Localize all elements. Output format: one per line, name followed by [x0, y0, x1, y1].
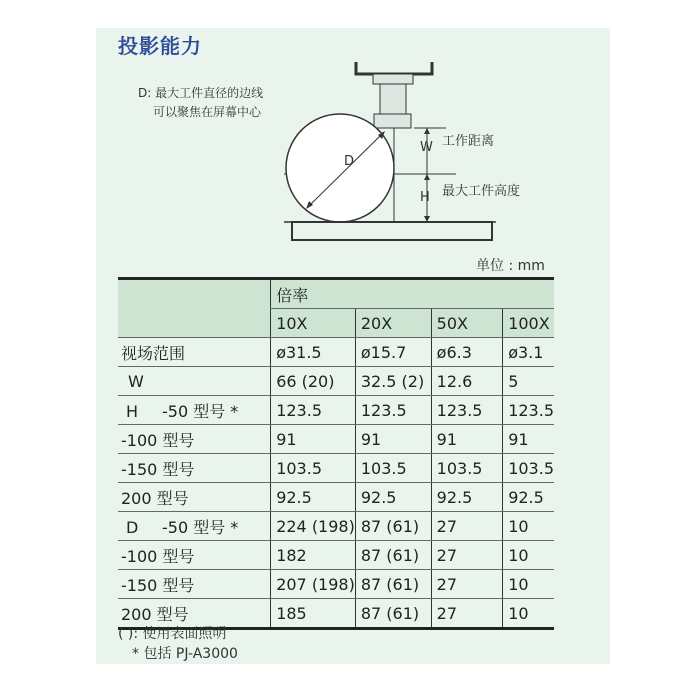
- row-label: [118, 425, 271, 454]
- row-label: [118, 396, 271, 425]
- h-arrow-top: [424, 174, 430, 180]
- row-prefix: H: [126, 401, 139, 421]
- table-cell: 103.5: [271, 454, 356, 483]
- lens-upper: [373, 74, 413, 84]
- table-row: [118, 454, 554, 483]
- table-cell: 91: [503, 425, 554, 454]
- diagram-label-h: H: [420, 190, 430, 205]
- table-cell: 123.5: [431, 396, 503, 425]
- row-label-text: 视场范围: [121, 343, 186, 363]
- table-cell: 182: [271, 541, 356, 570]
- diagram-label-work-distance: 工作距离: [442, 134, 495, 149]
- header-magnification: 倍率: [271, 279, 554, 309]
- row-label: [118, 454, 271, 483]
- row-label-text: -150 型号: [121, 459, 195, 479]
- diagram-label-w: W: [420, 140, 433, 155]
- diagram-note-line2: 可以聚焦在屏幕中心: [153, 105, 262, 119]
- row-label-text: -50 型号 *: [162, 517, 239, 537]
- row-label: [118, 483, 271, 512]
- table-cell: 92.5: [271, 483, 356, 512]
- table-row: [118, 512, 554, 541]
- diagram-label-max-height: 最大工件高度: [442, 184, 521, 199]
- table-row: [118, 396, 554, 425]
- table-cell: 10: [503, 570, 554, 599]
- row-label: [118, 512, 271, 541]
- row-label: [118, 338, 271, 367]
- header-col-10x: 10X: [271, 309, 356, 338]
- row-label-text: -100 型号: [121, 430, 195, 450]
- row-label-text: -150 型号: [121, 575, 195, 595]
- table-cell: 66 (20): [271, 367, 356, 396]
- table-cell: 10: [503, 541, 554, 570]
- row-label-text: 200 型号: [121, 604, 189, 624]
- w-arrow-top: [424, 128, 430, 134]
- row-label-text: -100 型号: [121, 546, 195, 566]
- footnotes: [118, 624, 238, 664]
- table-cell: 87 (61): [355, 570, 431, 599]
- diagram-note-line1: D: 最大工件直径的边线: [138, 86, 264, 100]
- stage: [292, 222, 492, 240]
- table-cell: 27: [431, 570, 503, 599]
- table-cell: 224 (198): [271, 512, 356, 541]
- row-label-text: 200 型号: [121, 488, 189, 508]
- table-cell: 87 (61): [355, 541, 431, 570]
- table-cell: 103.5: [355, 454, 431, 483]
- header-row-group: [118, 279, 554, 309]
- diagram-label-d: D: [344, 154, 355, 169]
- row-prefix: D: [126, 517, 139, 537]
- table-cell: 123.5: [271, 396, 356, 425]
- header-col-100x: 100X: [503, 309, 554, 338]
- table-cell: 103.5: [431, 454, 503, 483]
- table-cell: 185: [271, 599, 356, 629]
- header-blank: [118, 279, 271, 338]
- row-label: [118, 541, 271, 570]
- table-cell: 92.5: [355, 483, 431, 512]
- footnote-surface-illumination: ( ): 使用表面照明: [118, 626, 227, 642]
- table-cell: 5: [503, 367, 554, 396]
- table-cell: 92.5: [431, 483, 503, 512]
- table-row: [118, 338, 554, 367]
- table-cell: 12.6: [431, 367, 503, 396]
- table-cell: 91: [271, 425, 356, 454]
- top-bracket: [356, 62, 432, 74]
- lens-column: [380, 84, 406, 114]
- table-cell: ø3.1: [503, 338, 554, 367]
- table-row: [118, 541, 554, 570]
- table-cell: 27: [431, 512, 503, 541]
- header-col-50x: 50X: [431, 309, 503, 338]
- table-row: [118, 483, 554, 512]
- workpiece-circle: [286, 114, 394, 222]
- table-cell: ø15.7: [355, 338, 431, 367]
- lens-tip: [374, 114, 411, 128]
- table-cell: 87 (61): [355, 512, 431, 541]
- row-label: [118, 367, 271, 396]
- table-cell: 10: [503, 512, 554, 541]
- table-cell: 103.5: [503, 454, 554, 483]
- table-cell: 27: [431, 599, 503, 629]
- table-cell: 207 (198): [271, 570, 356, 599]
- row-label-text: -50 型号 *: [162, 401, 239, 421]
- table-cell: 87 (61): [355, 599, 431, 629]
- table-cell: 10: [503, 599, 554, 629]
- page-title: 投影能力: [118, 34, 202, 58]
- table-cell: 123.5: [355, 396, 431, 425]
- table-row: [118, 570, 554, 599]
- table-cell: 91: [431, 425, 503, 454]
- row-prefix: W: [128, 371, 144, 391]
- table-cell: 32.5 (2): [355, 367, 431, 396]
- footnote-includes: * 包括 PJ-A3000: [132, 646, 238, 662]
- header-col-20x: 20X: [355, 309, 431, 338]
- table-row: [118, 367, 554, 396]
- table-cell: ø6.3: [431, 338, 503, 367]
- table-cell: 27: [431, 541, 503, 570]
- table-cell: ø31.5: [271, 338, 356, 367]
- table-cell: 123.5: [503, 396, 554, 425]
- specs-table: [118, 277, 554, 630]
- row-label: [118, 570, 271, 599]
- table-cell: 91: [355, 425, 431, 454]
- table-cell: 92.5: [503, 483, 554, 512]
- table-row: [118, 425, 554, 454]
- unit-label: 单位 : mm: [476, 258, 545, 274]
